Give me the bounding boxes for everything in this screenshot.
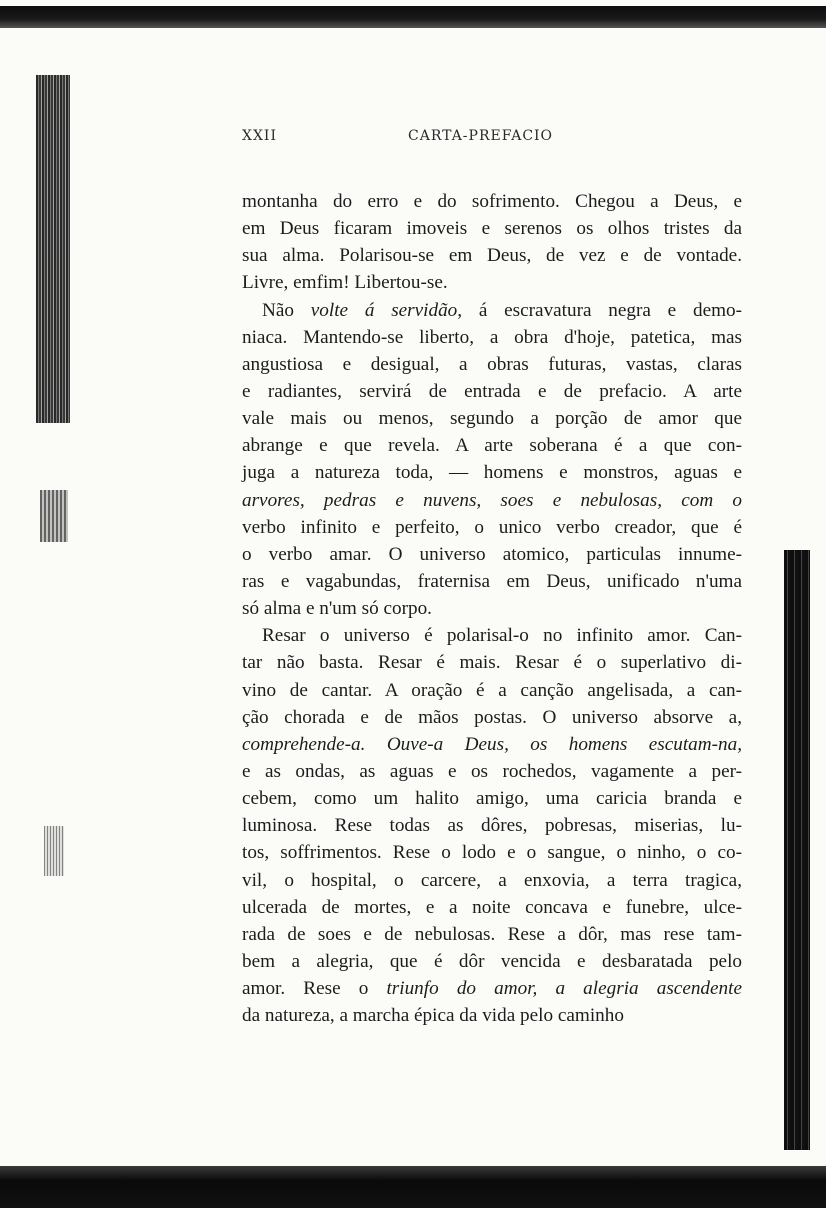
text-line: angustiosa e desigual, a obras futuras, vastas, claras — [242, 353, 742, 375]
text-line: bem a alegria, que é dôr vencida e desbaratada pelo — [242, 950, 742, 972]
text-line: amor. Rese o triunfo do amor, a alegria ascendente — [242, 978, 742, 1000]
text-line: e as ondas, as aguas e os rochedos, vagamente a per- — [242, 760, 742, 782]
text-line: ulcerada de mortes, e a noite concava e funebre, ulce- — [242, 896, 742, 918]
running-title: CARTA-PREFACIO — [408, 128, 554, 144]
text-line: da natureza, a marcha épica da vida pelo caminho — [242, 1005, 624, 1027]
text-line: tar não basta. Resar é mais. Resar é o superlativo di- — [242, 652, 742, 674]
text-line: em Deus ficaram imoveis e serenos os olhos tristes da — [242, 218, 742, 240]
italic-fragment: volte á servidão, — [310, 299, 463, 321]
text-line: ras e vagabundas, fraternisa em Deus, unificado n'uma — [242, 570, 742, 592]
body-text — [242, 188, 742, 1029]
text-line-italic — [242, 731, 742, 758]
scan-edge-shadow — [784, 550, 810, 1150]
text-line: sua alma. Polarisou-se em Deus, de vez e de vontade. — [242, 245, 742, 267]
text-line: tos, soffrimentos. Rese o lodo e o sangue, o ninho, o co- — [242, 842, 742, 864]
text-line: vale mais ou menos, segundo a porção de amor que — [242, 408, 742, 430]
text-line: Resar o universo é polarisal-o no infinito amor. Can- — [262, 625, 742, 647]
page-number: XXII — [242, 128, 277, 144]
italic-fragment: comprehende-a. Ouve-a Deus, os homens escutam-na, — [242, 733, 742, 755]
scan-binding-shadow — [44, 826, 64, 876]
text-line: o verbo amar. O universo atomico, particulas innume- — [242, 543, 742, 565]
italic-fragment: arvores, pedras e nuvens, soes e nebulosas, com o — [242, 489, 742, 511]
text-line-italic — [242, 487, 742, 514]
scan-binding-shadow — [40, 490, 68, 542]
text-line: niaca. Mantendo-se liberto, a obra d'hoje, patetica, mas — [242, 326, 742, 348]
text-line: verbo infinito e perfeito, o unico verbo creador, que é — [242, 516, 742, 538]
text-line: montanha do erro e do sofrimento. Chegou a Deus, e — [242, 191, 742, 212]
text-line: vil, o hospital, o carcere, a enxovia, a terra tragica, — [242, 869, 742, 891]
text-line: ção chorada e de mãos postas. O universo absorve a, — [242, 706, 742, 728]
running-header — [0, 128, 826, 150]
text-line: cebem, como um halito amigo, uma caricia branda e — [242, 788, 742, 810]
text-line: juga a natureza toda, — homens e monstros, aguas e — [242, 462, 742, 484]
text-line: abrange e que revela. A arte soberana é a que con- — [242, 435, 742, 457]
text-line: e radiantes, servirá de entrada e de prefacio. A arte — [242, 380, 742, 402]
text-line: vino de cantar. A oração é a canção angelisada, a can- — [242, 679, 742, 701]
text-line: só alma e n'um só corpo. — [242, 598, 432, 620]
text-line: Não volte á servidão, á escravatura negra e demo- — [262, 299, 742, 321]
text-line: luminosa. Rese todas as dôres, pobresas, miserias, lu- — [242, 815, 742, 837]
text-line: Livre, emfim! Libertou-se. — [242, 272, 448, 294]
scan-border-top — [0, 6, 826, 28]
scan-border-bottom — [0, 1166, 826, 1208]
italic-fragment: triunfo do amor, a alegria ascendente — [386, 978, 742, 1000]
text-line: rada de soes e de nebulosas. Rese a dôr, mas rese tam- — [242, 923, 742, 945]
